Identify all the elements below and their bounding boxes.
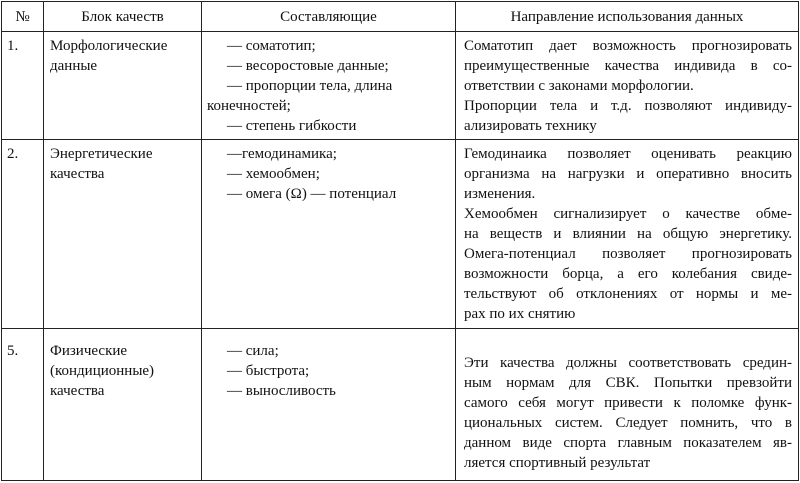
direction-line: ответствии с законами морфологии. — [464, 78, 694, 94]
block-line: данные — [50, 58, 98, 74]
document-page — [0, 1, 800, 481]
direction-line: данном виде спорта главным показателем яв- — [464, 435, 792, 451]
direction-line: рах по их снятию — [464, 306, 576, 322]
component-item: — омега (Ω) — потенциал — [227, 186, 397, 202]
header-block: Блок качеств — [44, 2, 202, 32]
table-row — [2, 140, 799, 329]
direction-line: ным нормам для СВК. Попытки превзойти — [464, 375, 792, 391]
direction-line: тельствуют об отклонениях от нормы и ме- — [464, 286, 792, 302]
direction-cell — [456, 32, 799, 140]
block-cell — [44, 32, 202, 140]
table-row — [2, 32, 799, 140]
row-number: 5. — [2, 329, 44, 481]
components-cell — [202, 329, 456, 481]
components-cell — [202, 140, 456, 329]
block-line: качества — [50, 166, 105, 182]
direction-line: изменения. — [464, 186, 536, 202]
block-cell — [44, 329, 202, 481]
row-number: 2. — [2, 140, 44, 329]
components-cell — [202, 32, 456, 140]
direction-line: Соматотип дает возможность прогнозировать — [464, 38, 792, 54]
direction-line: ализировать технику — [464, 118, 597, 134]
header-number: № — [2, 2, 44, 32]
direction-line: Эти качества должны соответствовать средин- — [464, 355, 792, 371]
header-direction: Направление использования данных — [456, 2, 799, 32]
direction-line: Хемообмен сигнализирует о качестве обме- — [464, 206, 792, 222]
component-item: — пропорции тела, длина — [227, 78, 393, 94]
component-item: — соматотип; — [227, 38, 316, 54]
block-line: Физические — [50, 343, 128, 359]
block-cell — [44, 140, 202, 329]
component-item: — весоростовые данные; — [227, 58, 389, 74]
row-number: 1. — [2, 32, 44, 140]
component-item: — быстрота; — [227, 363, 310, 379]
header-components: Составляющие — [202, 2, 456, 32]
component-item: конечностей; — [207, 98, 291, 114]
direction-cell — [456, 140, 799, 329]
direction-line: организма на нагрузки и оперативно вносить — [464, 166, 792, 182]
component-item: — сила; — [227, 343, 279, 359]
component-item: — выносливость — [227, 383, 336, 399]
block-line: (кондиционные) — [50, 363, 155, 379]
component-item: —гемодинамика; — [227, 146, 337, 162]
direction-cell — [456, 329, 799, 481]
block-line: качества — [50, 383, 105, 399]
direction-line: возможности борца, а его колебания свиде- — [464, 266, 792, 282]
direction-line: ляется спортивный результат — [464, 455, 651, 471]
direction-line: циональных систем. Следует помнить, что в — [464, 415, 792, 431]
direction-line: на веществ и влиянии на общую энергетику. — [464, 226, 792, 242]
direction-line: преимущественные качества индивида в со- — [464, 58, 792, 74]
direction-line: самого себя могут привести к поломке функ- — [464, 395, 792, 411]
block-line: Энергетические — [50, 146, 153, 162]
component-item: — степень гибкости — [227, 118, 357, 134]
qualities-table — [1, 1, 799, 481]
direction-line: Гемодинаика позволяет оценивать реакцию — [464, 146, 792, 162]
header-row — [2, 2, 799, 32]
block-line: Морфологические — [50, 38, 168, 54]
direction-line: Омега-потенциал позволяет прогнозировать — [464, 246, 792, 262]
component-item: — хемообмен; — [227, 166, 320, 182]
table-row — [2, 329, 799, 481]
direction-line: Пропорции тела и т.д. позволяют индивиду- — [464, 98, 792, 114]
